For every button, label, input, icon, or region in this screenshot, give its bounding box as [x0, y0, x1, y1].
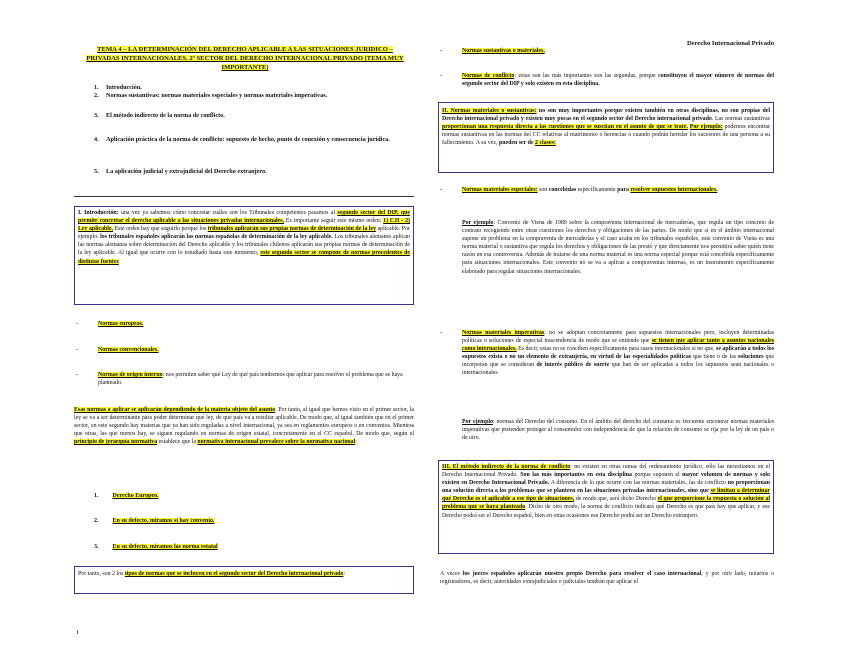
section-divider	[74, 196, 414, 197]
title-text: TEMA 4 – LA DETERMINACIÓN DEL DERECHO APLICABLE A LAS SITUACIONES JURIDICO – PRIVADAS INTERNACIONALES. 2º SECTOR DEL DERECHO INTERNACIONAL PRIVADO (TEMA MUY IMPORTANTE)	[86, 46, 404, 71]
page-number: 1	[76, 629, 80, 636]
example-paragraph: Por ejemplo: normas del Derecho del consumo. En el ámbito del derecho del consumo es frecuente encontrar normas materiales imperativas que pretenden proteger al consumidor con independencia de que la relación de consumo se rija por la ley de un país o de otro.	[462, 419, 774, 442]
document-page: Derecho Internacional Privado TEMA 4 – LA DETERMINACIÓN DEL DERECHO APLICABLE A LAS SITUACIONES JURIDICO – PRIVADAS INTERNACIONALES. 2º SECTOR DEL DERECHO INTERNACIONAL PRIVADO (TEMA MUY IMPORTANTE) 1. Introducción. 2. Normas sustantivas: normas materiales especiales y normas materiales imperativas. 3. El método indirecto de la norma de conflicto. 4. Aplicación práctica de la norma de conflicto: supuesto de hecho, punto de conexión y consecuencia jurídica. 5. La aplicación judicial y extrajudicial del Derecho extranjero. I. Introducción: una vez ya sabemos cómo concretar cuáles son los Tribunales competentes pasamos al segundo sector del DIP, que permite concretar el derecho aplicable a las situaciones privadas internacionales. Es importante seguir este mismo orden: 1) CJI - 2) Ley aplicable. Este orden hay que seguirlo porque los tribunales aplicarán sus propias normas de determinación de la ley aplicable. Por ejemplo: los tribunales españoles aplicarán las normas españolas de determinación de la ley aplicable. Los tribunales alemanes aplican las normas alemanas sobre determinación del Derecho aplicable y los tribunales chilenos aplicarán sus propias normas de determinación de la ley aplicable. Al igual que ocurre con lo estudiado hasta este momento, este segundo sector se compone de normas procedentes de distintas fuentes - Normas europeas. - Normas convencionales. - Normas de origen interno: nos permiten saber qué Ley de qué país tendremos que aplicar para resolver el problema que se haya planteado. Esas normas a aplicar se aplicarán dependiendo de la materia objeto del asunto. Por tanto, al igual que hemos visto en el primer sector, la ley se va a ser determinante para poder determinar qué ley, de qué país va a resultar aplicable. De modo que, al igual también que en el primer sector, en este segundo hay materias que ya han sido reguladas a nivel internacional, ya sea en reglamentos europeos o en convenios. Mientras que otras, las que menos hay, se siguen regulando en normas de origen estatal, concretamente en el CC español. De modo que, según el principio de jerarquía normativa establece que la normativa internacional prevalece sobre la normativa nacional: 1. Derecho Europeo. 2. En su defecto, miramos si hay convenio. 3. En su defecto, miramos las norma estatal Por tanto, son 2 los tipos de normas que se incluyen en el segundo sector del Derecho internacional privado: 1 - Normas sustantivas o materiales. - Normas de conflicto: estas son las más importantes son las segundas, porque constituyen el mayor número de normas del segundo sector del DIP y solo existen en esta disciplina. II. Normas materiales o sustantivas: no son muy importantes porque existen también en otras disciplinas, no son propias del Derecho internacional privado y existen muy pocas en el segundo sector del Derecho internacional privado. Las normas sustantivas proporcionan una respuesta directa a las cuestiones que se suscitan en el asunto de que se trate. Por ejemplo: podemos encontrar normas sustantivas en las normas del CC relativas al matrimonio o herencias o cuando podrán heredar los sucesores de una persona a su fallecimiento. A su vez, pueden ser de 2 clases: - Normas materiales especiales: son concebidas específicamente para resolver supuestos internacionales. Por ejemplo: Convenio de Viena de 1980 sobre la compraventa internacional de mercaderías, que regula un tipo concreto de contrato recogiendo entre otras cuestiones los derechos y obligaciones de las partes. De modo que si en el ámbito internacional supone un problema en la compraventa de mercaderías y el caso acaba en los tribunales españoles, este convenio de Viena es una norma material o sustantiva que regula los derechos y obligaciones de las prestó y que directamente nos permitirá saber quién tiene razón en esa controversia. Además de tratarse de una norma material es una norma especial porque está concebida específicamente para situaciones internacionales. Este convenio no se va a aplicar a compraventas internas, es un instrumento específicamente elaborado para regular situaciones internacionales. - Normas materiales imperativas: no se adoptan concretamente para supuestos internacionales pero, incluyen determinadas políticas o soluciones de especial trascendencia de modo que se entiende que se tienen que aplicar tanto a asuntos nacionales como internacionales. Es decir, estas no se conciben específicamente para casos internacionales si no que, se aplicarán a todos los supuestos exista o no un elemento de extranjería, en virtud de las especialidades políticas que tiene o de las soluciones que incorporan que se consideran de interés público de suerte que han de ser aplicadas a todos los supuestos sean nacionales o internacionales Por ejemplo: normas del Derecho del consumo. En el ámbito del derecho del consumo es frecuente encontrar normas materiales imperativas que pretenden proteger al consumidor con independencia de que la relación de consumo se rija por la ley de un país o de otro. III. El método indirecto de la norma de conflicto: no existen en otras ramas del ordenamiento jurídico, sólo las necesitamos en el Derecho Internacional Privado. Son las más importantes en esta disciplina porque suponen el mayor volumen de normas y solo existen en Derecho Internacional Privado. A diferencia de lo que ocurre con las normas materiales, las de conflicto no proporcionan una solución directa a los problemas que se planteen en las situaciones privadas internacionales, sino que se limitan a determinar qué Derecho es el aplicable a ese tipo de situaciones, de modo que, será dicho Derecho el que proporcione la respuesta o solución al problema que se haya planteado. Dicho de otro modo, la norma de conflicto indicará qué Derecho es que país hay que aplicar, y ese Derecho podrá ser el Derecho español, bien en otras ocasiones ese Derecho podrá ser un Derecho extranjero. A veces los jueces españoles aplicarán nuestro propio Derecho para resolver el caso internacional, y por otro lado, notarios o registradores, es decir, autoridades extrajudiciales o judiciales tendrán que aplicar el	[74, 40, 774, 636]
order-item: 1. Derecho Europeo.	[94, 493, 159, 499]
toc-item: 1. Introducción.	[94, 84, 142, 91]
toc-list	[84, 84, 404, 176]
substantive-paragraph: II. Normas materiales o sustantivas: no son muy importantes porque existen también en otras disciplinas, no son propias del Derecho internacional privado y existen muy pocas en el segundo sector del Derecho internacional privado. Las normas sustantivas proporcionan una respuesta directa a las cuestiones que se suscitan en el asunto de que se trate. Por ejemplo: podemos encontrar normas sustantivas en las normas del CC relativas al matrimonio o herencias o cuando podrán heredar los sucesores de una persona a su fallecimiento. A su vez, pueden ser de 2 clases:	[442, 108, 770, 147]
running-header: Derecho Internacional Privado	[686, 40, 774, 47]
list-item: - Normas materiales especiales: son concebidas específicamente para resolver supuestos internacionales.	[440, 187, 718, 193]
closing-paragraph: A veces los jueces españoles aplicarán nuestro propio Derecho para resolver el caso internacional, y por otro lado, notarios o registradores, es decir, autoridades extrajudiciales o judiciales tendrán que aplicar el	[440, 571, 774, 586]
toc-item: 2. Normas sustantivas: normas materiales especiales y normas materiales imperativas.	[94, 92, 328, 99]
toc-item: 4. Aplicación práctica de la norma de conflicto: supuesto de hecho, punto de conexión y consecuencia jurídica.	[94, 136, 390, 143]
order-item: 2. En su defecto, miramos si hay convenio.	[94, 518, 215, 524]
document-title	[84, 45, 406, 72]
intro-paragraph: I. Introducción: una vez ya sabemos cómo concretar cuáles son los Tribunales competentes pasamos al segundo sector del DIP, que permite concretar el derecho aplicable a las situaciones privadas internacionales. Es importante seguir este mismo orden: 1) CJI - 2) Ley aplicable. Este orden hay que seguirlo porque los tribunales aplicarán sus propias normas de determinación de la ley aplicable. Por ejemplo: los tribunales españoles aplicarán las normas españolas de determinación de la ley aplicable. Los tribunales alemanes aplican las normas alemanas sobre determinación del Derecho aplicable y los tribunales chilenos aplicarán sus propias normas de determinación de la ley aplicable. Al igual que ocurre con lo estudiado hasta este momento, este segundo sector se compone de normas procedentes de distintas fuentes	[78, 210, 411, 265]
method-paragraph: III. El método indirecto de la norma de conflicto: no existen en otras ramas del ordenamiento jurídico, sólo las necesitamos en el Derecho Internacional Privado. Son las más importantes en esta disciplina porque suponen el mayor volumen de normas y solo existen en Derecho Internacional Privado. A diferencia de lo que ocurre con las normas materiales, las de conflicto no proporcionan una solución directa a los problemas que se planteen en las situaciones privadas internacionales, sino que se limitan a determinar qué Derecho es el aplicable a ese tipo de situaciones, de modo que, será dicho Derecho el que proporcione la respuesta o solución al problema que se haya planteado. Dicho de otro modo, la norma de conflicto indicará qué Derecho es que país hay que aplicar, y ese Derecho podrá ser el Derecho español, bien en otras ocasiones ese Derecho podrá ser un Derecho extranjero.	[442, 464, 770, 519]
hierarchy-paragraph: Esas normas a aplicar se aplicarán dependiendo de la materia objeto del asunto. Por tanto, al igual que hemos visto en el primer sector, la ley se va a ser determinante para poder determinar qué ley, de qué país va a resultar aplicable. De modo que, al igual también que en el primer sector, en este segundo hay materias que ya han sido reguladas a nivel internacional, ya sea en reglamentos europeos o en convenios. Mientras que otras, las que menos hay, se siguen regulando en normas de origen estatal, concretamente en el CC español. De modo que, según el principio de jerarquía normativa establece que la normativa internacional prevalece sobre la normativa nacional:	[74, 407, 415, 446]
order-item: 3. En su defecto, miramos las norma estatal	[94, 544, 218, 550]
toc-item: 5. La aplicación judicial y extrajudicial del Derecho extranjero.	[94, 168, 267, 175]
example-paragraph: Por ejemplo: Convenio de Viena de 1980 sobre la compraventa internacional de mercaderías, que regula un tipo concreto de contrato recogiendo entre otras cuestiones los derechos y obligaciones de las partes. De modo que si en el ámbito internacional supone un problema en la compraventa de mercaderías y el caso acaba en los tribunales españoles, este convenio de Viena es una norma material o sustantiva que regula los derechos y obligaciones de las prestó y que directamente nos permitirá saber quién tiene razón en esa controversia. Además de tratarse de una norma material es una norma especial porque está concebida específicamente para situaciones internacionales. Este convenio no se va a aplicar a compraventas internas, es un instrumento específicamente elaborado para regular situaciones internacionales.	[462, 220, 774, 275]
types-paragraph: Por tanto, son 2 los tipos de normas que se incluyen en el segundo sector del Derecho internacional privado:	[78, 571, 346, 577]
toc-item: 3. El método indirecto de la norma de conflicto.	[94, 112, 225, 119]
list-item: - Normas de origen interno: nos permiten saber qué Ley de qué país tendremos que aplicar para resolver el problema que se haya planteado.	[76, 372, 403, 386]
